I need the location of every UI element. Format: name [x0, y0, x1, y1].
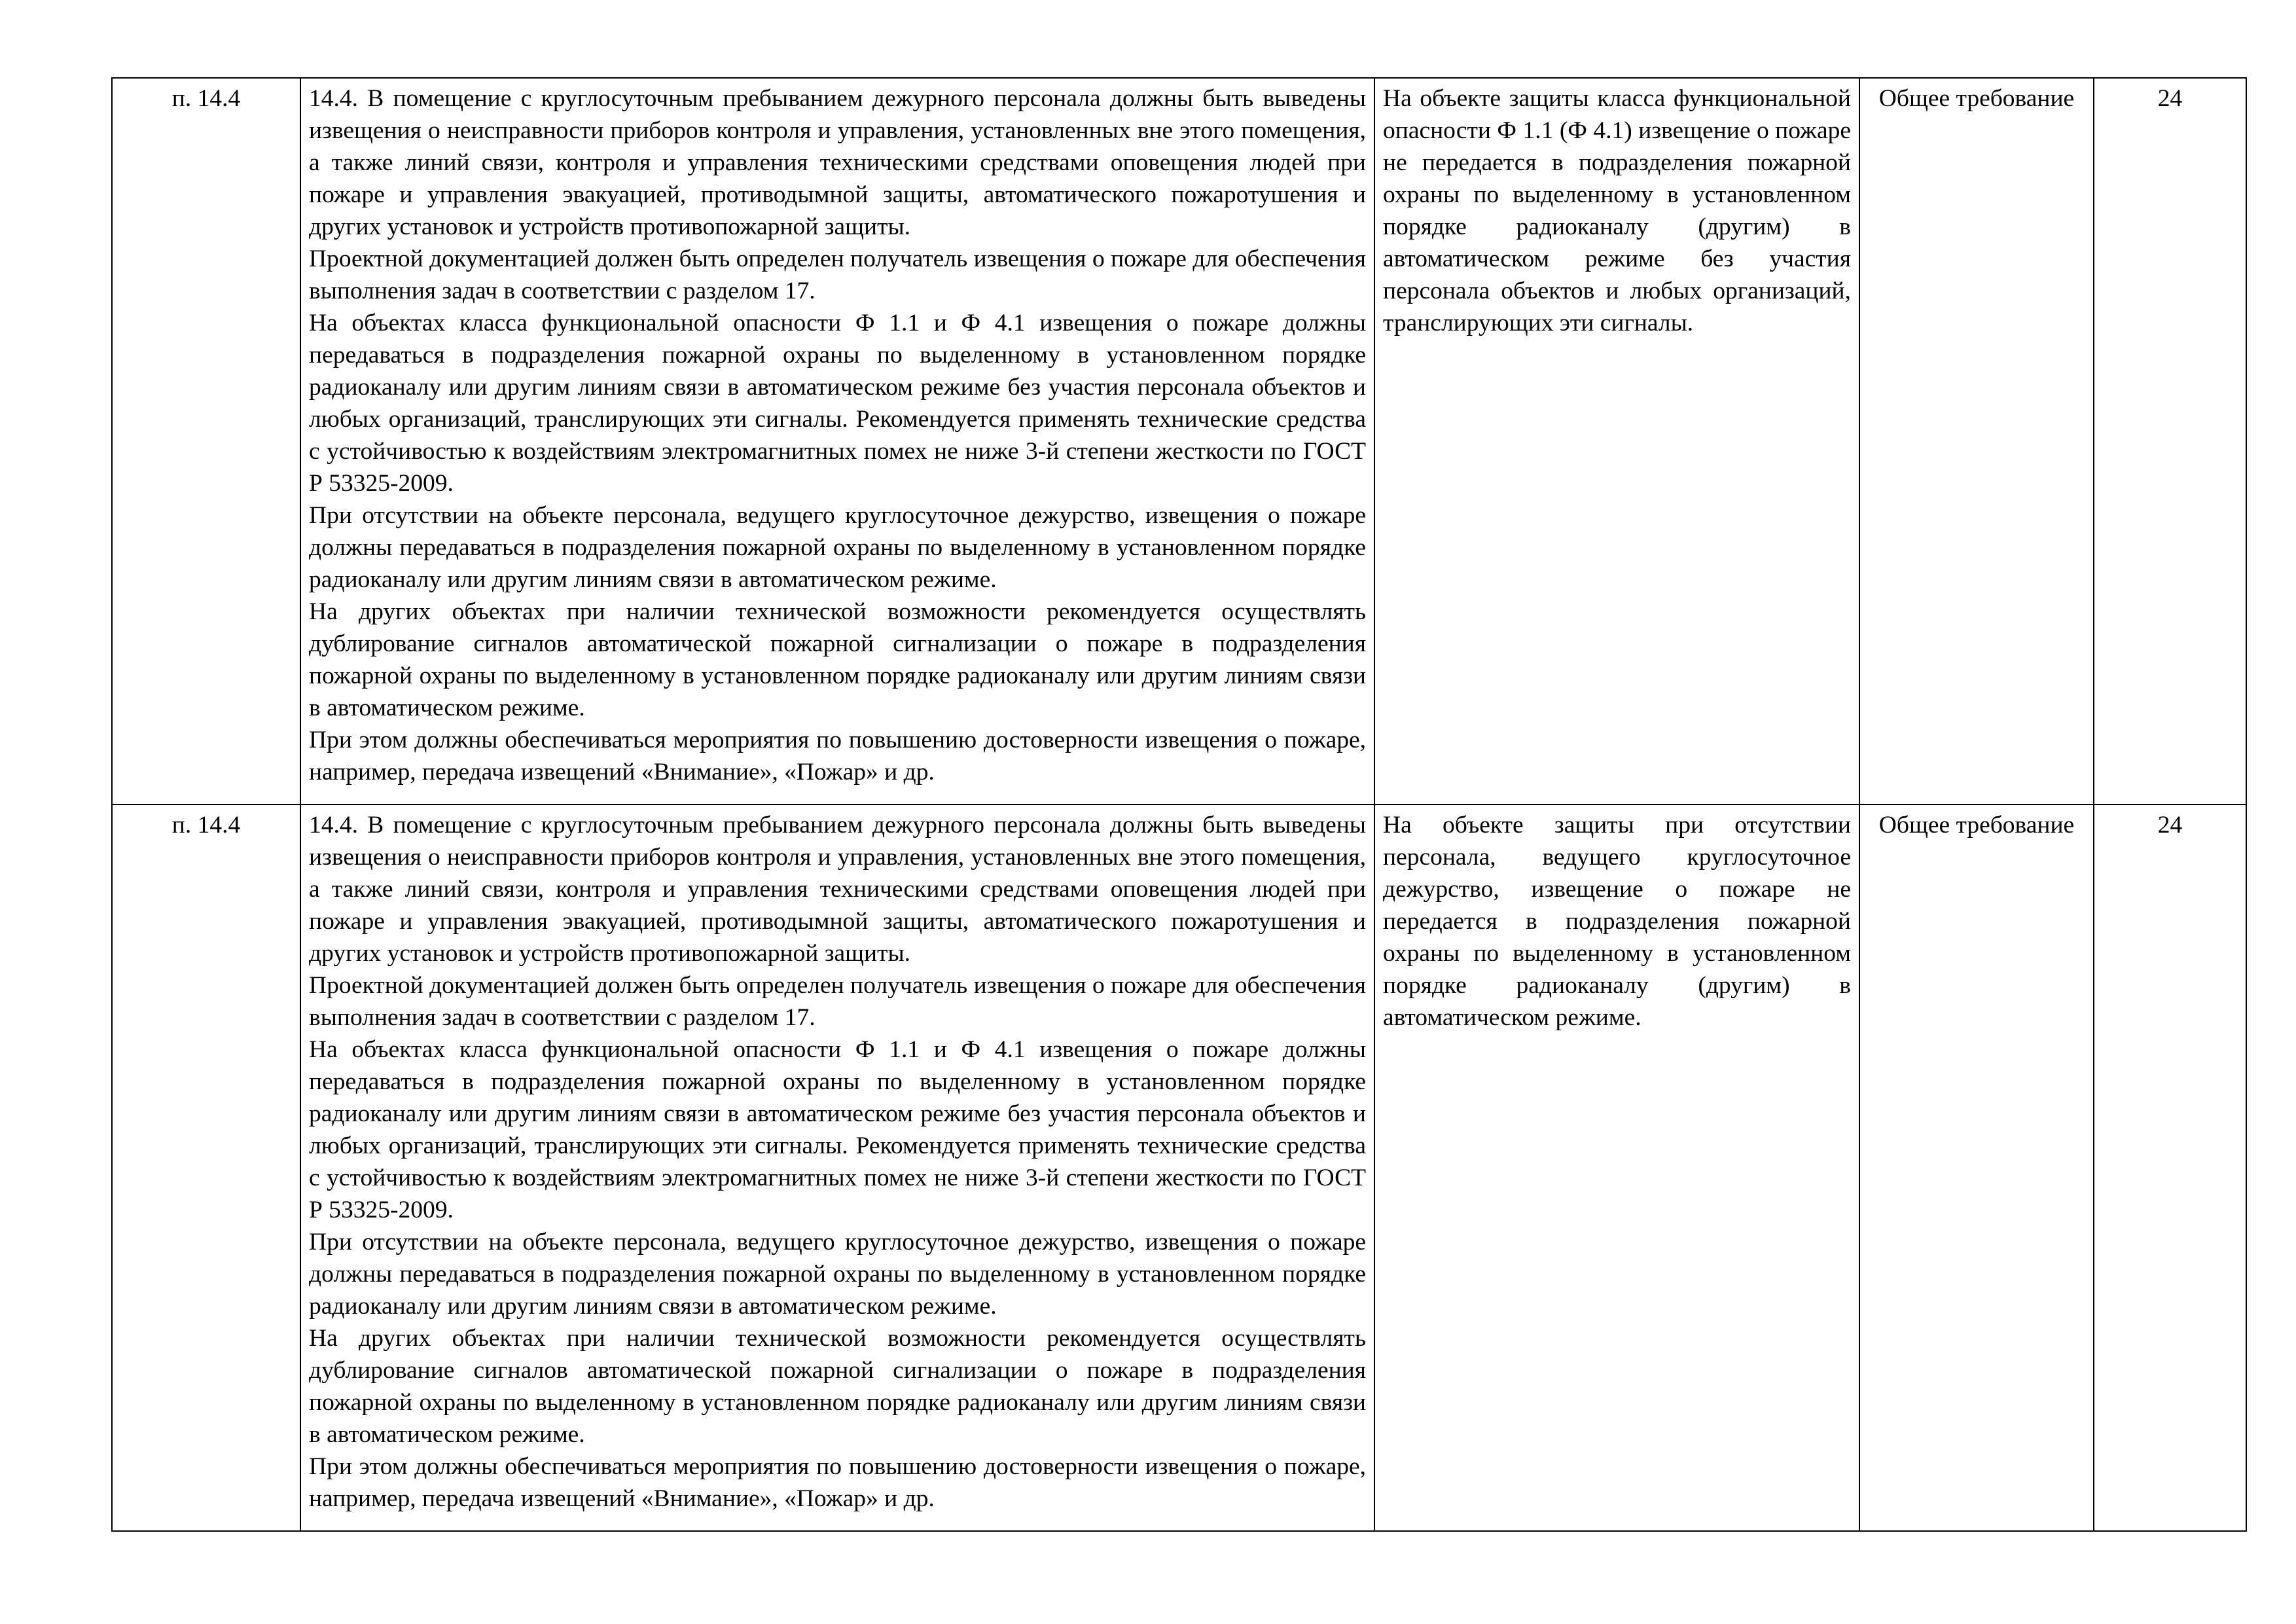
requirement-paragraph: На объектах класса функциональной опасности Ф 1.1 и Ф 4.1 извещения о пожаре должны передаваться в подразделения пожарной охраны по выделенному в установленном порядке радиоканалу или другим линиям связи в автоматическом режиме без участия персонала объектов и любых организаций, транслирующих эти сигналы. Рекомендуется применять технические средства с устойчивостью к воздействиям электромагнитных помех не ниже 3-й степени жесткости по ГОСТ Р 53325-2009. [309, 1036, 1366, 1223]
requirement-paragraph: На других объектах при наличии технической возможности рекомендуется осуществлять дублирование сигналов автоматической пожарной сигнализации о пожаре в подразделения пожарной охраны по выделенному в установленном порядке радиоканалу или другим линиям связи в автоматическом режиме. [309, 1325, 1366, 1448]
requirement-paragraph: Проектной документацией должен быть определен получатель извещения о пожаре для обеспечения выполнения задач в соответствии с разделом 17. [309, 245, 1366, 304]
requirement-paragraph: На других объектах при наличии технической возможности рекомендуется осуществлять дублирование сигналов автоматической пожарной сигнализации о пожаре в подразделения пожарной охраны по выделенному в установленном порядке радиоканалу или другим линиям связи в автоматическом режиме. [309, 598, 1366, 721]
requirement-paragraph: При отсутствии на объекте персонала, ведущего круглосуточное дежурство, извещения о пожаре должны передаваться в подразделения пожарной охраны по выделенному в установленном порядке радиоканалу или другим линиям связи в автоматическом режиме. [309, 1229, 1366, 1320]
requirement-paragraph: При этом должны обеспечиваться мероприятия по повышению достоверности извещения о пожаре, например, передача извещений «Внимание», «Пожар» и др. [309, 1453, 1366, 1512]
requirement-paragraph: На объектах класса функциональной опасности Ф 1.1 и Ф 4.1 извещения о пожаре должны передаваться в подразделения пожарной охраны по выделенному в установленном порядке радиоканалу или другим линиям связи в автоматическом режиме без участия персонала объектов и любых организаций, транслирующих эти сигналы. Рекомендуется применять технические средства с устойчивостью к воздействиям электромагнитных помех не ниже 3-й степени жесткости по ГОСТ Р 53325-2009. [309, 310, 1366, 497]
clause-cell: п. 14.4 [112, 78, 300, 804]
requirement-type-cell: Общее требование [1859, 78, 2094, 804]
requirement-paragraph: При этом должны обеспечиваться мероприятия по повышению достоверности извещения о пожаре, например, передача извещений «Внимание», «Пожар» и др. [309, 727, 1366, 785]
clause-cell: п. 14.4 [112, 804, 300, 1531]
requirement-type-cell: Общее требование [1859, 804, 2094, 1531]
table-row [112, 804, 2246, 1531]
page-number-cell: 24 [2094, 78, 2246, 804]
requirement-cell [300, 804, 1374, 1531]
requirement-paragraph: 14.4. В помещение с круглосуточным пребыванием дежурного персонала должны быть выведены извещения о неисправности приборов контроля и управления, установленных вне этого помещения, а также линий связи, контроля и управления техническими средствами оповещения людей при пожаре и управления эвакуацией, противодымной защиты, автоматического пожаротушения и других установок и устройств противопожарной защиты. [309, 85, 1366, 240]
requirement-paragraph: 14.4. В помещение с круглосуточным пребыванием дежурного персонала должны быть выведены извещения о неисправности приборов контроля и управления, установленных вне этого помещения, а также линий связи, контроля и управления техническими средствами оповещения людей при пожаре и управления эвакуацией, противодымной защиты, автоматического пожаротушения и других установок и устройств противопожарной защиты. [309, 812, 1366, 967]
violation-cell: На объекте защиты класса функциональной опасности Ф 1.1 (Ф 4.1) извещение о пожаре не передается в подразделения пожарной охраны по выделенному в установленном порядке радиоканалу (другим) в автоматическом режиме без участия персонала объектов и любых организаций, транслирующих эти сигналы. [1374, 78, 1859, 804]
table-row [112, 78, 2246, 804]
page-number-cell: 24 [2094, 804, 2246, 1531]
requirement-paragraph: При отсутствии на объекте персонала, ведущего круглосуточное дежурство, извещения о пожаре должны передаваться в подразделения пожарной охраны по выделенному в установленном порядке радиоканалу или другим линиям связи в автоматическом режиме. [309, 502, 1366, 593]
violation-cell: На объекте защиты при отсутствии персонала, ведущего круглосуточное дежурство, извещение о пожаре не передается в подразделения пожарной охраны по выделенному в установленном порядке радиоканалу (другим) в автоматическом режиме. [1374, 804, 1859, 1531]
requirement-cell [300, 78, 1374, 804]
requirement-paragraph: Проектной документацией должен быть определен получатель извещения о пожаре для обеспечения выполнения задач в соответствии с разделом 17. [309, 972, 1366, 1031]
requirements-table [111, 77, 2247, 1532]
